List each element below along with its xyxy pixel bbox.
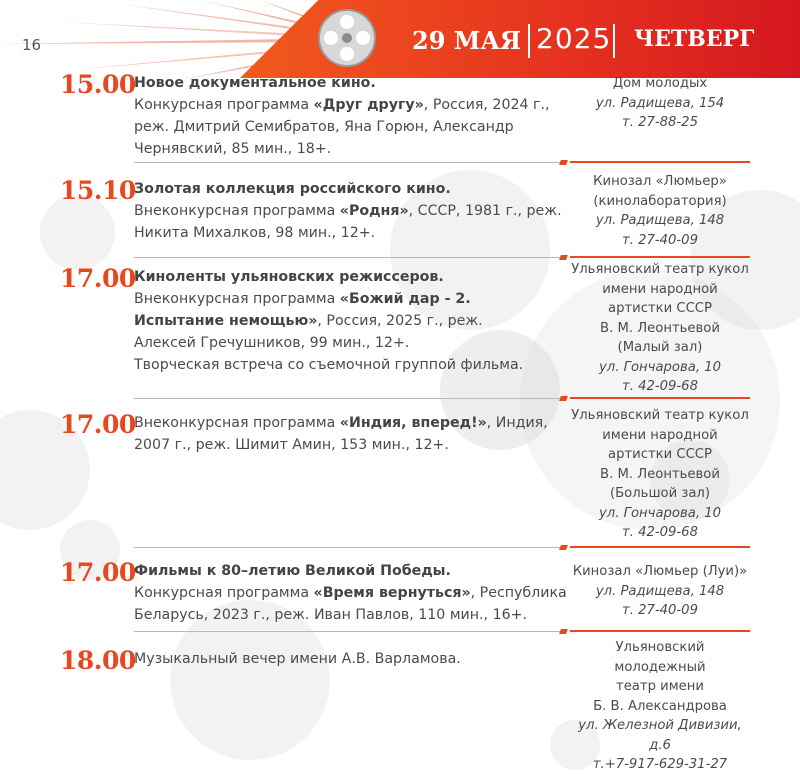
entry-venue [570,172,750,250]
venue-address: ул. Гончарова, 10 [599,359,721,375]
divider-mark [559,545,568,550]
entry-description [134,648,574,670]
entry-film: «Индия, вперед!» [339,415,487,431]
entry-divider-accent [570,630,750,632]
entry-description [134,266,544,376]
entry-extra: Творческая встреча со съемочной группой фильма. [134,357,524,373]
header-weekday: ЧЕТВЕРГ [634,26,755,52]
venue-address: ул. Радищева, 148 [595,213,725,228]
entry-time: 15.00 [60,70,136,99]
venue-name: Кинозал «Люмьер» [593,174,727,189]
venue-address: ул. Железной Дивизии, д.6 [578,718,742,753]
entry-divider [134,631,562,632]
entry-divider-accent [570,161,750,163]
venue-name: артистки СССР [608,447,712,462]
entry-divider [134,257,562,258]
entry-film: «Божий дар - 2. Испытание немощью» [134,291,471,329]
entry-details: , Республика Беларусь, 2023 г., реж. Иван Павлов, 110 мин., 16+. [134,585,567,623]
entry-divider [134,162,562,163]
entry-program: Внеконкурсная программа [134,415,340,431]
entry-time: 17.00 [60,558,136,587]
entry-details: , Россия, 2025 г., реж. Алексей Гречушников, 99 мин., 12+. [134,313,483,351]
venue-name: Ульяновский молодежный [614,640,706,675]
venue-address: ул. Радищева, 154 [595,95,725,111]
venue-name: (Малый зал) [617,340,703,355]
venue-name: Ульяновский театр кукол [571,408,749,423]
entry-divider [134,398,562,399]
entry-venue [570,260,750,397]
entry-program: Конкурсная программа [134,585,314,601]
venue-phone: т. 27-40-09 [622,603,698,618]
entry-time: 18.00 [60,646,136,675]
venue-name: имени народной [602,427,718,443]
venue-name: театр имени [616,679,704,694]
entry-details: , Индия, 2007 г., реж. Шимит Амин, 153 мин., 12+. [134,415,548,453]
header-separator [528,24,530,58]
venue-name: артистки СССР [608,301,712,316]
entry-divider-accent [570,546,750,548]
bg-circle [40,195,115,270]
divider-mark [559,629,568,634]
venue-address: ул. Гончарова, 10 [599,505,721,521]
entry-time: 15.10 [60,176,136,205]
venue-name: Дом молодых [612,76,708,91]
venue-name: Кинозал «Люмьер (Луи)» [572,564,748,579]
venue-name: Ульяновский театр кукол [571,262,749,277]
header-separator [613,24,615,58]
entry-venue [570,74,750,133]
venue-name: имени народной [602,281,718,297]
entry-venue [570,406,750,543]
venue-phone: т. 27-88-25 [622,115,698,130]
entry-time: 17.00 [60,264,136,293]
venue-name: Б. В. Александрова [593,698,727,714]
entry-title: Новое документальное кино. [134,75,376,91]
venue-phone: т.+7-917-629-31-27 [592,757,728,772]
venue-name: (Большой зал) [609,486,711,501]
entry-divider [134,547,562,548]
venue-name: В. М. Леонтьевой [600,320,720,336]
venue-phone: т. 27-40-09 [622,232,698,248]
entry-program: Музыкальный вечер имени А.В. Варламова. [134,651,461,667]
divider-mark [559,160,568,165]
entry-details: , Россия, 2024 г., реж. Дмитрий Семибратов, Яна Горюн, Александр Чернявский, 85 мин., 18+. [134,97,550,157]
venue-address: ул. Радищева, 148 [595,583,725,599]
entry-title: Киноленты ульяновских режиссеров. [134,269,444,285]
entry-program: Внеконкурсная программа [134,291,340,307]
entry-film: «Родня» [339,203,409,219]
entry-program: Внеконкурсная программа [134,203,340,219]
entry-description [134,560,574,626]
entry-divider-accent [570,397,750,399]
film-reel-icon [317,8,377,68]
entry-divider-accent [570,256,750,258]
page-number: 16 [22,36,42,54]
entry-details: , СССР, 1981 г., реж. Никита Михалков, 98 мин., 12+. [134,203,562,241]
entry-time: 17.00 [60,410,136,439]
entry-venue [570,638,750,775]
venue-phone: т. 42-09-68 [622,525,698,540]
venue-name: (кинолаборатория) [593,193,727,209]
entry-film: «Время вернуться» [313,585,471,601]
venue-name: В. М. Леонтьевой [600,466,720,482]
entry-description [134,412,554,456]
divider-mark [559,255,568,260]
entry-title: Золотая коллекция российского кино. [134,181,451,197]
venue-phone: т. 42-09-68 [622,379,698,394]
entry-venue [570,562,750,621]
entry-description [134,72,574,160]
header-year: 2025 [536,22,612,55]
entry-film: «Друг другу» [313,97,424,113]
entry-description [134,178,574,244]
header-date: 29 МАЯ [412,26,522,55]
entry-program: Конкурсная программа [134,97,314,113]
entry-title: Фильмы к 80–летию Великой Победы. [134,563,451,579]
